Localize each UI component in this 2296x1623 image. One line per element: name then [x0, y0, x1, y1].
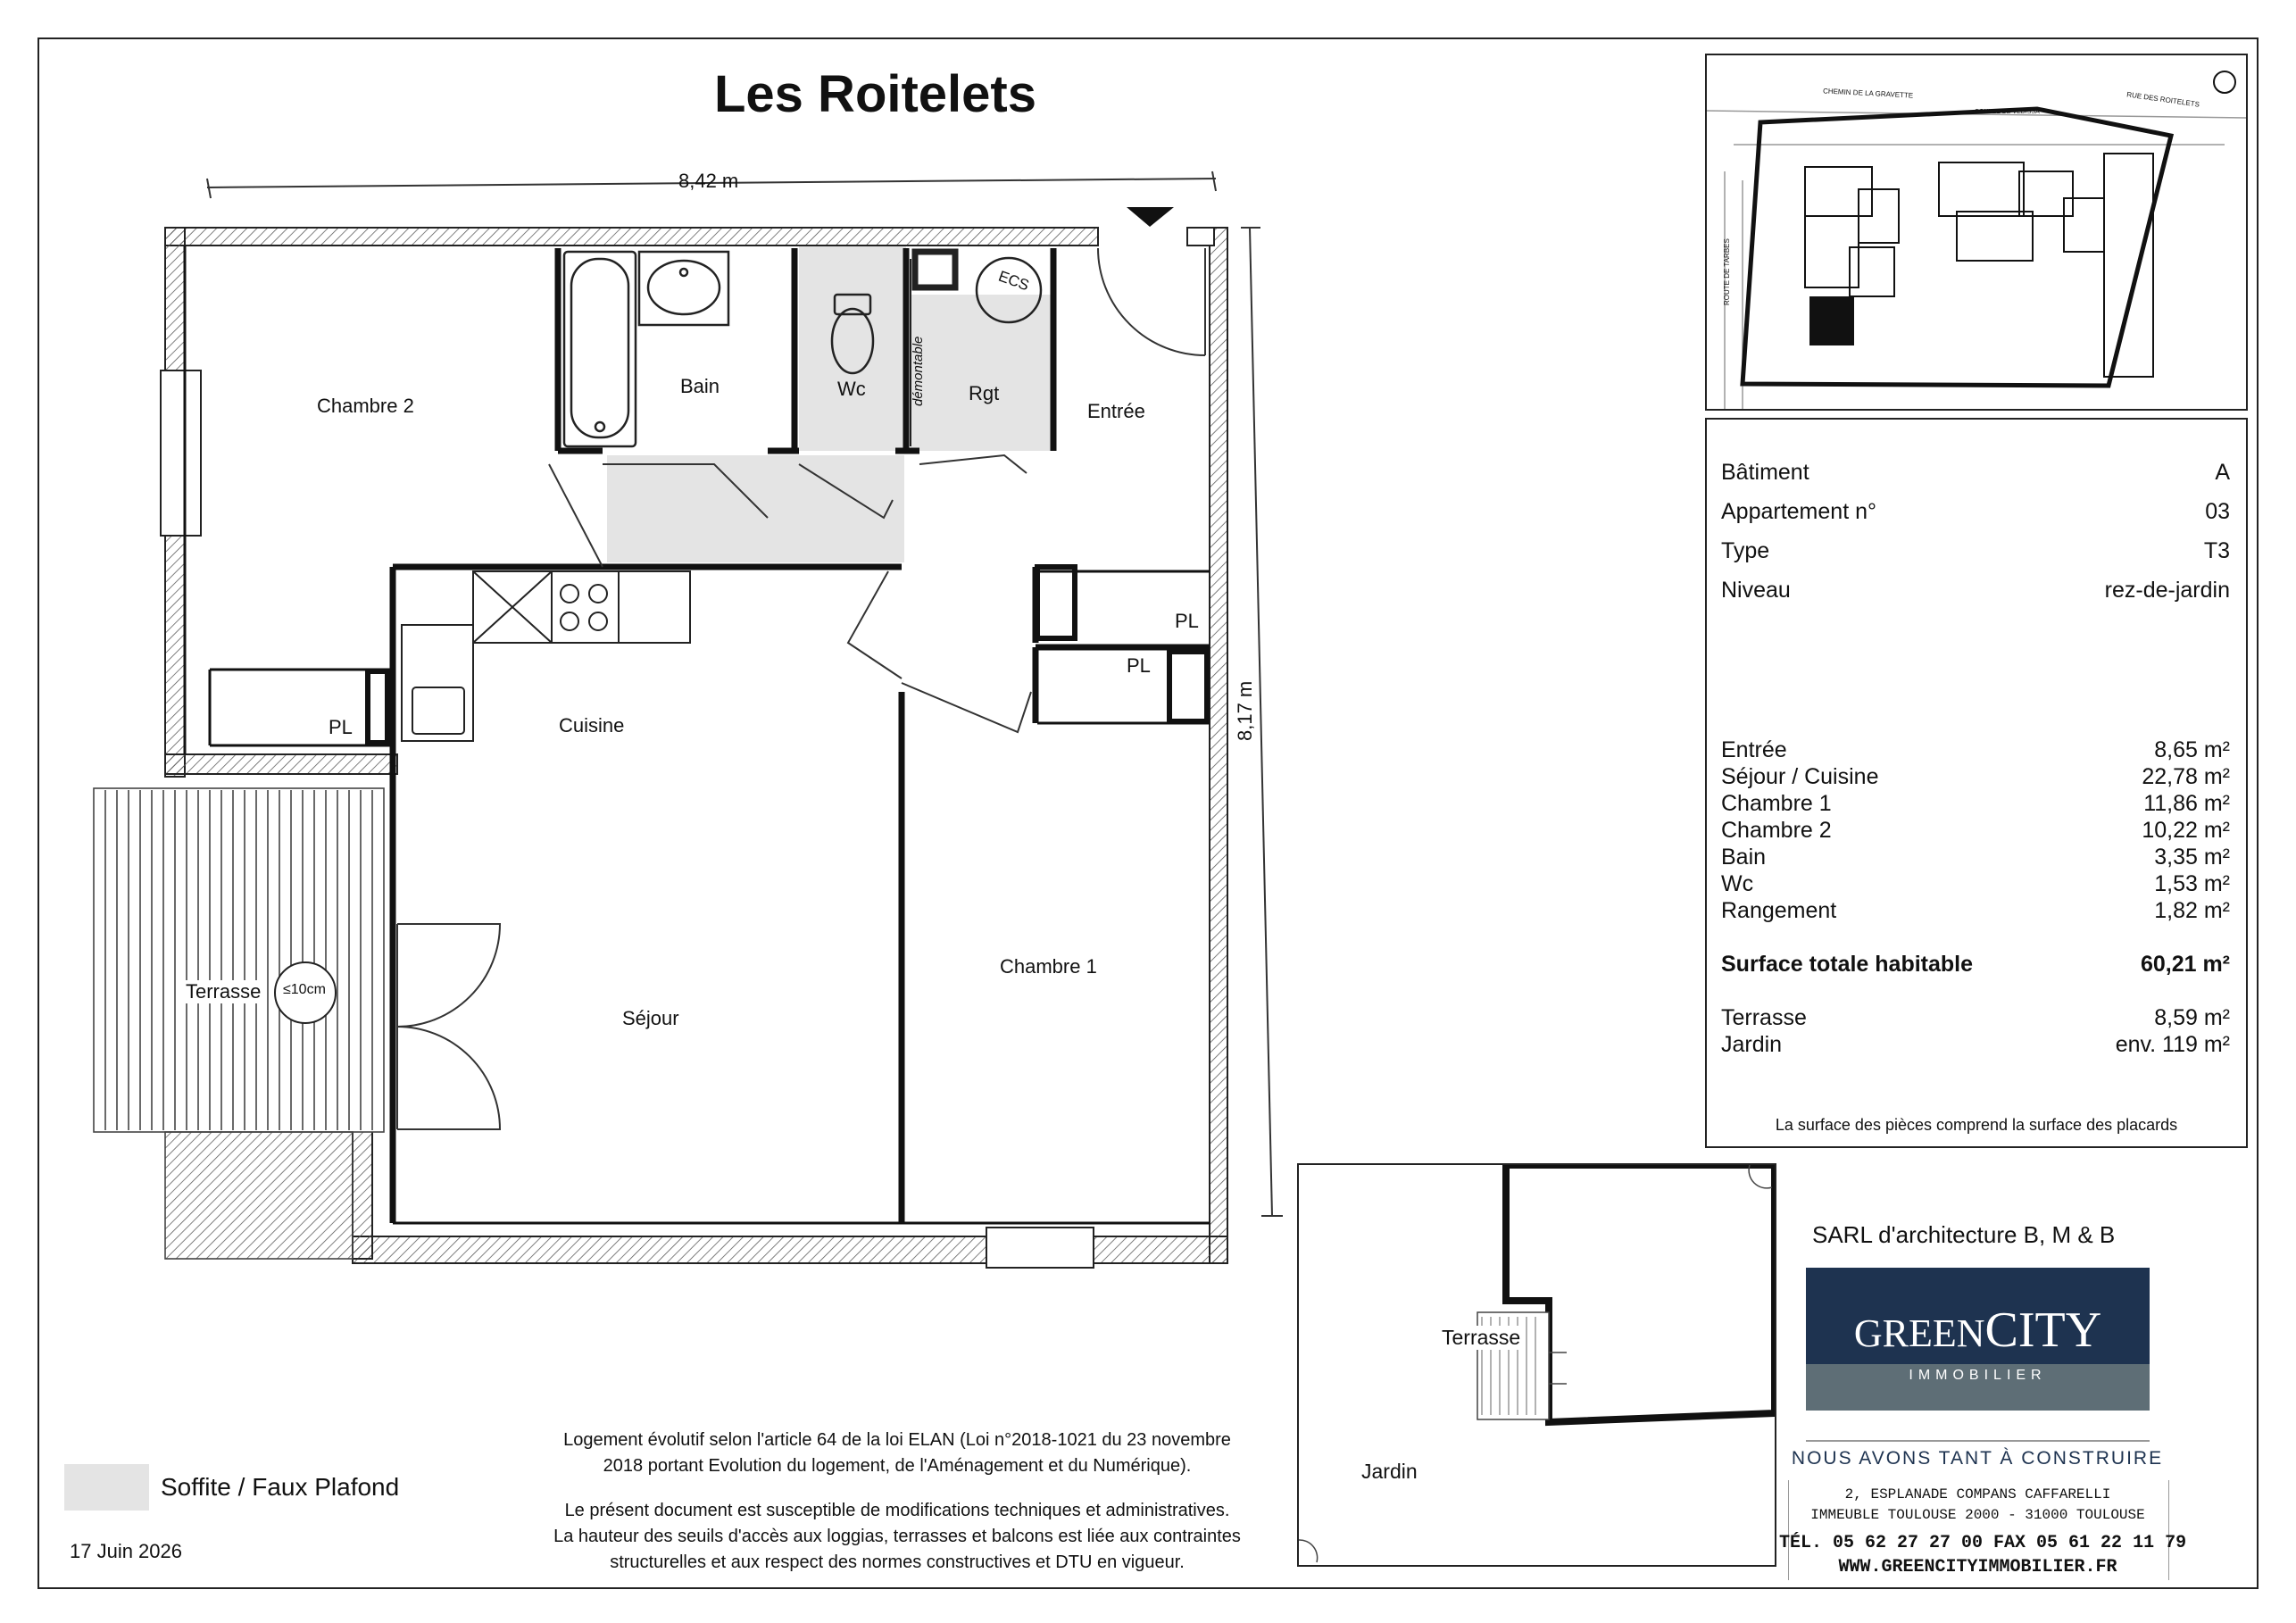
surface-value: 1,82 m² — [2154, 898, 2230, 923]
total-value: 60,21 m² — [2140, 952, 2230, 977]
room-label-chambre1: Chambre 1 — [1000, 955, 1097, 978]
room-label-sejour: Séjour — [622, 1007, 679, 1029]
closet-label-pl-entree: PL — [1175, 610, 1199, 632]
room-label-chambre2: Chambre 2 — [317, 395, 414, 417]
garden-plan — [1297, 1163, 1776, 1567]
info-value: T3 — [2203, 538, 2230, 563]
kitchen-fixtures — [402, 571, 690, 741]
info-row-type — [1721, 538, 2230, 565]
surface-value: 22,78 m² — [2142, 764, 2230, 789]
contact-website: WWW.GREENCITYIMMOBILIER.FR — [1838, 1557, 2117, 1577]
closet-label-pl-chambre2: PL — [329, 716, 353, 738]
threshold-label: ≤10cm — [283, 982, 326, 997]
logo-green: GREEN — [1853, 1311, 1985, 1355]
surface-value: 11,86 m² — [2143, 791, 2230, 816]
total-label: Surface totale habitable — [1721, 952, 1974, 977]
info-label: Appartement n° — [1721, 499, 1876, 524]
garden-plan-drawing — [1299, 1165, 1775, 1565]
washbasin — [639, 252, 728, 325]
placards-note: La surface des pièces comprend la surface des placards — [1775, 1116, 2178, 1134]
room-label-cuisine: Cuisine — [559, 714, 625, 737]
surface-label: Chambre 2 — [1721, 818, 1832, 843]
logo-immobilier: IMMOBILIER — [1909, 1368, 2047, 1383]
surface-value: 10,22 m² — [2142, 818, 2230, 843]
room-label-terrasse: Terrasse — [182, 980, 264, 1003]
room-label-bain: Bain — [680, 375, 720, 397]
bathtub — [564, 252, 636, 446]
disclaimer-1: Le présent document est susceptible de modifications techniques et administratives. — [564, 1501, 1230, 1520]
exterior-value: env. 119 m² — [2115, 1032, 2230, 1057]
contact-phone: TÉL. 05 62 27 27 00 FAX 05 61 22 11 79 — [1779, 1533, 2187, 1553]
document-date: 17 Juin 2026 — [70, 1540, 182, 1562]
surface-value: 1,53 m² — [2154, 871, 2230, 896]
dim-width-label: 8,42 m — [678, 170, 739, 192]
exterior-row — [1721, 1032, 2230, 1059]
exterior-label: Jardin — [1721, 1032, 1783, 1057]
info-label: Type — [1721, 538, 1770, 563]
total-surface-row — [1721, 952, 2230, 978]
garden-label-jardin: Jardin — [1361, 1460, 1418, 1483]
info-row-appartement — [1721, 499, 2230, 526]
contact-address-1: 2, ESPLANADE COMPANS CAFFARELLI — [1844, 1486, 2111, 1502]
surface-label: Bain — [1721, 845, 1767, 870]
room-label-ecs: ECS — [995, 267, 1032, 295]
info-label: Bâtiment — [1721, 460, 1809, 485]
info-value: rez-de-jardin — [2104, 578, 2230, 603]
disclaimer-2: La hauteur des seuils d'accès aux loggias, terrasses et balcons est liée aux contraintes — [553, 1527, 1241, 1546]
surface-row — [1721, 737, 2230, 764]
dim-height-label: 8,17 m — [1234, 680, 1256, 741]
page-title: Les Roitelets — [714, 65, 1036, 123]
info-label: Niveau — [1721, 578, 1791, 603]
surface-row — [1721, 898, 2230, 925]
entrance-arrow — [1127, 207, 1174, 227]
street-label-4: COULEE DE VEDISSA — [1975, 109, 2040, 115]
surface-row — [1721, 764, 2230, 791]
greencity-logo — [1806, 1268, 2150, 1411]
logo-wordmark — [1806, 1302, 2150, 1359]
closets — [368, 567, 1207, 743]
room-label-demontable: démontable — [911, 336, 926, 406]
info-value: 03 — [2205, 499, 2230, 524]
contact-address-2: IMMEUBLE TOULOUSE 2000 - 31000 TOULOUSE — [1810, 1507, 2145, 1523]
site-plan — [1705, 54, 2248, 411]
floor-plan — [0, 0, 1285, 1321]
street-label-1: CHEMIN DE LA GRAVETTE — [1822, 87, 1914, 100]
surface-label: Wc — [1721, 871, 1754, 896]
exterior-label: Terrasse — [1721, 1005, 1807, 1030]
surface-row — [1721, 845, 2230, 871]
disclaimer-3: structurelles et aux respect des normes constructives et DTU en vigueur. — [610, 1552, 1185, 1572]
info-value: A — [2215, 460, 2230, 485]
room-label-entree: Entrée — [1087, 400, 1145, 422]
street-label-3: ROUTE DE TARBES — [1723, 238, 1731, 305]
exterior-value: 8,59 m² — [2154, 1005, 2230, 1030]
exterior-row — [1721, 1005, 2230, 1032]
legend-swatch — [64, 1464, 149, 1511]
logo-city: CITY — [1984, 1303, 2102, 1358]
closet-label-pl-chambre1: PL — [1127, 654, 1151, 677]
info-row-batiment — [1721, 460, 2230, 487]
surface-label: Chambre 1 — [1721, 791, 1832, 816]
surface-label: Entrée — [1721, 737, 1787, 762]
room-label-rgt: Rgt — [969, 382, 1000, 404]
room-label-wc: Wc — [837, 378, 866, 400]
surface-label: Séjour / Cuisine — [1721, 764, 1879, 789]
elan-note-1: Logement évolutif selon l'article 64 de la loi ELAN (Loi n°2018-1021 du 23 novembre — [563, 1430, 1231, 1450]
logo-divider — [1806, 1440, 2150, 1442]
surface-value: 8,65 m² — [2154, 737, 2230, 762]
street-label-2: RUE DES ROITELETS — [2125, 90, 2200, 109]
surface-row — [1721, 818, 2230, 845]
surface-row — [1721, 791, 2230, 818]
logo-slogan: NOUS AVONS TANT À CONSTRUIRE — [1791, 1448, 2164, 1469]
info-row-niveau — [1721, 578, 2230, 604]
surface-value: 3,35 m² — [2154, 845, 2230, 870]
garden-label-terrasse: Terrasse — [1442, 1326, 1521, 1349]
surface-label: Rangement — [1721, 898, 1837, 923]
surface-row — [1721, 871, 2230, 898]
legend-label: Soffite / Faux Plafond — [161, 1473, 400, 1501]
architect-name: SARL d'architecture B, M & B — [1812, 1221, 2116, 1248]
elan-note-2: 2018 portant Evolution du logement, de l'Aménagement et du Numérique). — [603, 1456, 1192, 1476]
terrace-deck — [94, 788, 384, 1259]
